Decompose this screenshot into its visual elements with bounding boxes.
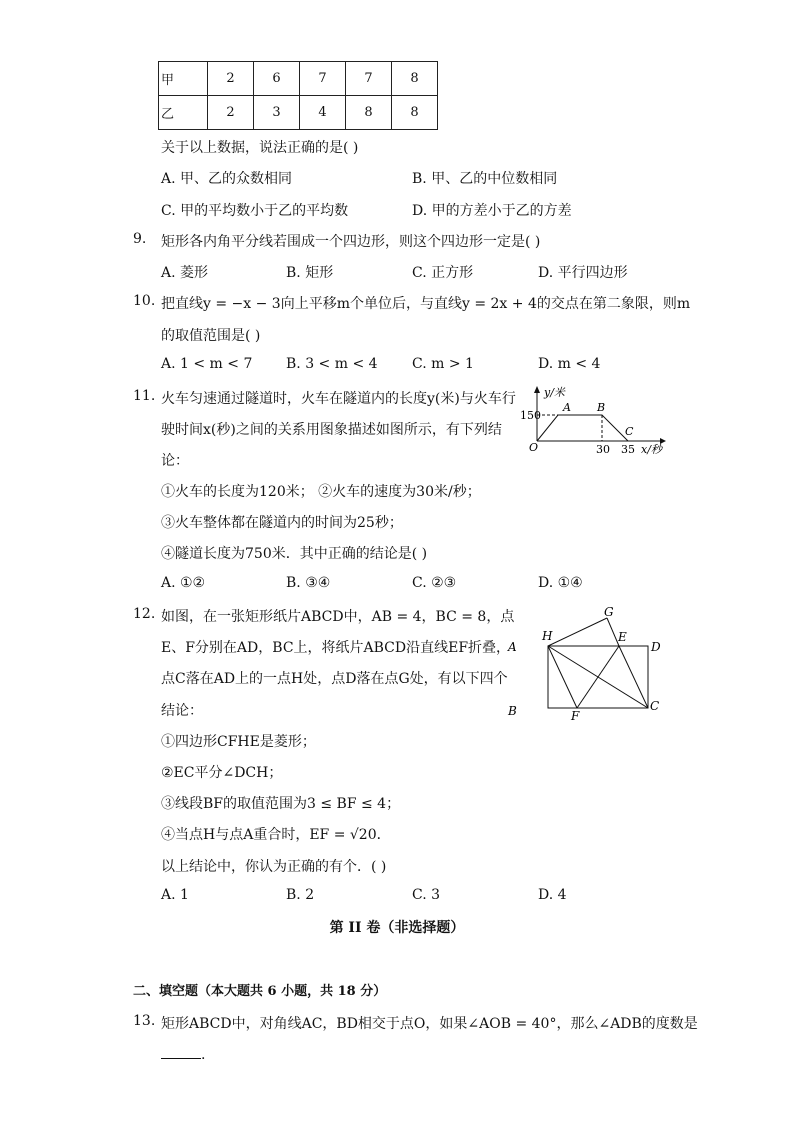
question-stem: 把直线y = −x − 3向上平移m个单位后，与直线y = 2x + 4的交点在第二象限，则m	[161, 296, 691, 312]
table-cell: 甲	[159, 62, 208, 96]
option-c[interactable]: C. 甲的平均数小于乙的平均数	[161, 203, 349, 219]
point-label: F	[571, 709, 580, 723]
option-a[interactable]: A. 甲、乙的众数相同	[161, 171, 293, 187]
conclusion-item: ③线段BF的取值范围为3 ≤ BF ≤ 4；	[161, 796, 401, 812]
graph-line	[537, 415, 628, 441]
option-b[interactable]: B. 2	[286, 887, 315, 903]
option-b[interactable]: B. 矩形	[286, 265, 334, 281]
train-graph	[520, 383, 670, 458]
conclusion-item: ②EC平分∠DCH；	[161, 765, 283, 781]
table-cell: 2	[208, 62, 254, 96]
option-a[interactable]: A. 1 < m < 7	[161, 356, 253, 372]
point-label: B	[508, 704, 517, 718]
question-stem: 矩形ABCD中，对角线AC，BD相交于点O，如果∠AOB = 40°，那么∠ADB的度数是	[161, 1016, 698, 1032]
x-axis-label: x/秒	[641, 443, 662, 456]
option-d[interactable]: D. 4	[538, 887, 567, 903]
question-number: 12.	[133, 606, 156, 622]
table-cell: 3	[254, 96, 300, 130]
option-b[interactable]: B. 3 < m < 4	[286, 356, 378, 372]
option-b[interactable]: B. ③④	[286, 575, 331, 591]
question-number: 13.	[133, 1013, 156, 1029]
conclusion-item: ①四边形CFHE是菱形；	[161, 734, 316, 750]
point-label: A	[563, 401, 571, 414]
origin-label: O	[529, 441, 539, 454]
question-number: 10.	[133, 293, 156, 309]
option-d[interactable]: D. 平行四边形	[538, 265, 628, 281]
question-stem: 关于以上数据，说法正确的是( )	[161, 140, 359, 156]
y-axis-label: y/米	[544, 386, 565, 399]
period-text: .	[201, 1047, 206, 1063]
answer-line	[161, 1044, 205, 1063]
table-cell: 8	[392, 62, 438, 96]
segment-fe	[577, 646, 619, 708]
x-tick-label: 35	[621, 443, 635, 456]
table-cell: 8	[346, 96, 392, 130]
table-row	[159, 62, 438, 96]
question-stem-cont: 的取值范围是( )	[161, 328, 261, 344]
conclusion-item: ③火车整体都在隧道内的时间为25秒；	[161, 515, 403, 531]
option-c[interactable]: C. 正方形	[412, 265, 474, 281]
y-tick-label: 150	[520, 409, 541, 422]
table-row	[159, 96, 438, 130]
table-cell: 7	[346, 62, 392, 96]
point-label: C	[650, 699, 660, 713]
option-c[interactable]: C. ②③	[412, 575, 457, 591]
option-a[interactable]: A. 菱形	[161, 265, 209, 281]
section-title: 第 II 卷（非选择题）	[329, 920, 465, 936]
point-label: B	[597, 401, 606, 414]
question-stem: 矩形各内角平分线若围成一个四边形，则这个四边形一定是( )	[161, 234, 541, 250]
question-stem-cont: 点C落在AD上的一点H处，点D落在点G处，有以下四个	[161, 671, 508, 687]
point-label: D	[651, 640, 661, 654]
table-cell: 7	[300, 62, 346, 96]
question-stem: 火车匀速通过隧道时，火车在隧道内的长度y(米)与火车行	[161, 391, 516, 407]
table-cell: 2	[208, 96, 254, 130]
question-number: 9.	[133, 231, 147, 247]
option-d[interactable]: D. 甲的方差小于乙的方差	[412, 203, 572, 219]
table-cell: 4	[300, 96, 346, 130]
option-c[interactable]: C. 3	[412, 887, 441, 903]
question-stem-cont: 结论：	[161, 703, 203, 719]
section-heading: 二、填空题（本大题共 6 小题，共 18 分）	[133, 984, 387, 999]
question-stem: 如图，在一张矩形纸片ABCD中，AB = 4，BC = 8，点	[161, 609, 515, 625]
conclusion-item: ①火车的长度为120米； ②火车的速度为30米/秒；	[161, 484, 481, 500]
point-label: C	[625, 425, 634, 438]
conclusion-item: ④当点H与点A重合时，EF = √20．	[161, 827, 391, 843]
point-label: A	[508, 640, 517, 654]
x-tick-label: 30	[596, 443, 610, 456]
score-table	[158, 61, 438, 130]
option-a[interactable]: A. ①②	[161, 575, 206, 591]
question-stem-cont: 论：	[161, 453, 189, 469]
option-d[interactable]: D. ①④	[538, 575, 583, 591]
table-cell: 6	[254, 62, 300, 96]
fold-figure	[500, 600, 670, 725]
option-c[interactable]: C. m > 1	[412, 356, 474, 372]
option-b[interactable]: B. 甲、乙的中位数相同	[412, 171, 558, 187]
table-cell: 8	[392, 96, 438, 130]
question-number: 11.	[133, 388, 156, 404]
point-label: G	[604, 605, 614, 619]
point-label: E	[618, 630, 627, 644]
option-a[interactable]: A. 1	[161, 887, 189, 903]
conclusion-item: ④隧道长度为750米．其中正确的结论是( )	[161, 546, 428, 562]
option-d[interactable]: D. m < 4	[538, 356, 601, 372]
answer-blank[interactable]	[161, 1044, 201, 1059]
y-axis-arrow	[534, 386, 540, 393]
point-label: H	[542, 629, 553, 643]
segment-hg	[548, 618, 607, 646]
question-stem-cont: 驶时间x(秒)之间的关系用图象描述如图所示，有下列结	[161, 422, 502, 438]
table-cell: 乙	[159, 96, 208, 130]
question-prompt: 以上结论中，你认为正确的有个．( )	[161, 859, 387, 875]
question-stem-cont: E、F分别在AD，BC上，将纸片ABCD沿直线EF折叠，	[161, 640, 511, 656]
